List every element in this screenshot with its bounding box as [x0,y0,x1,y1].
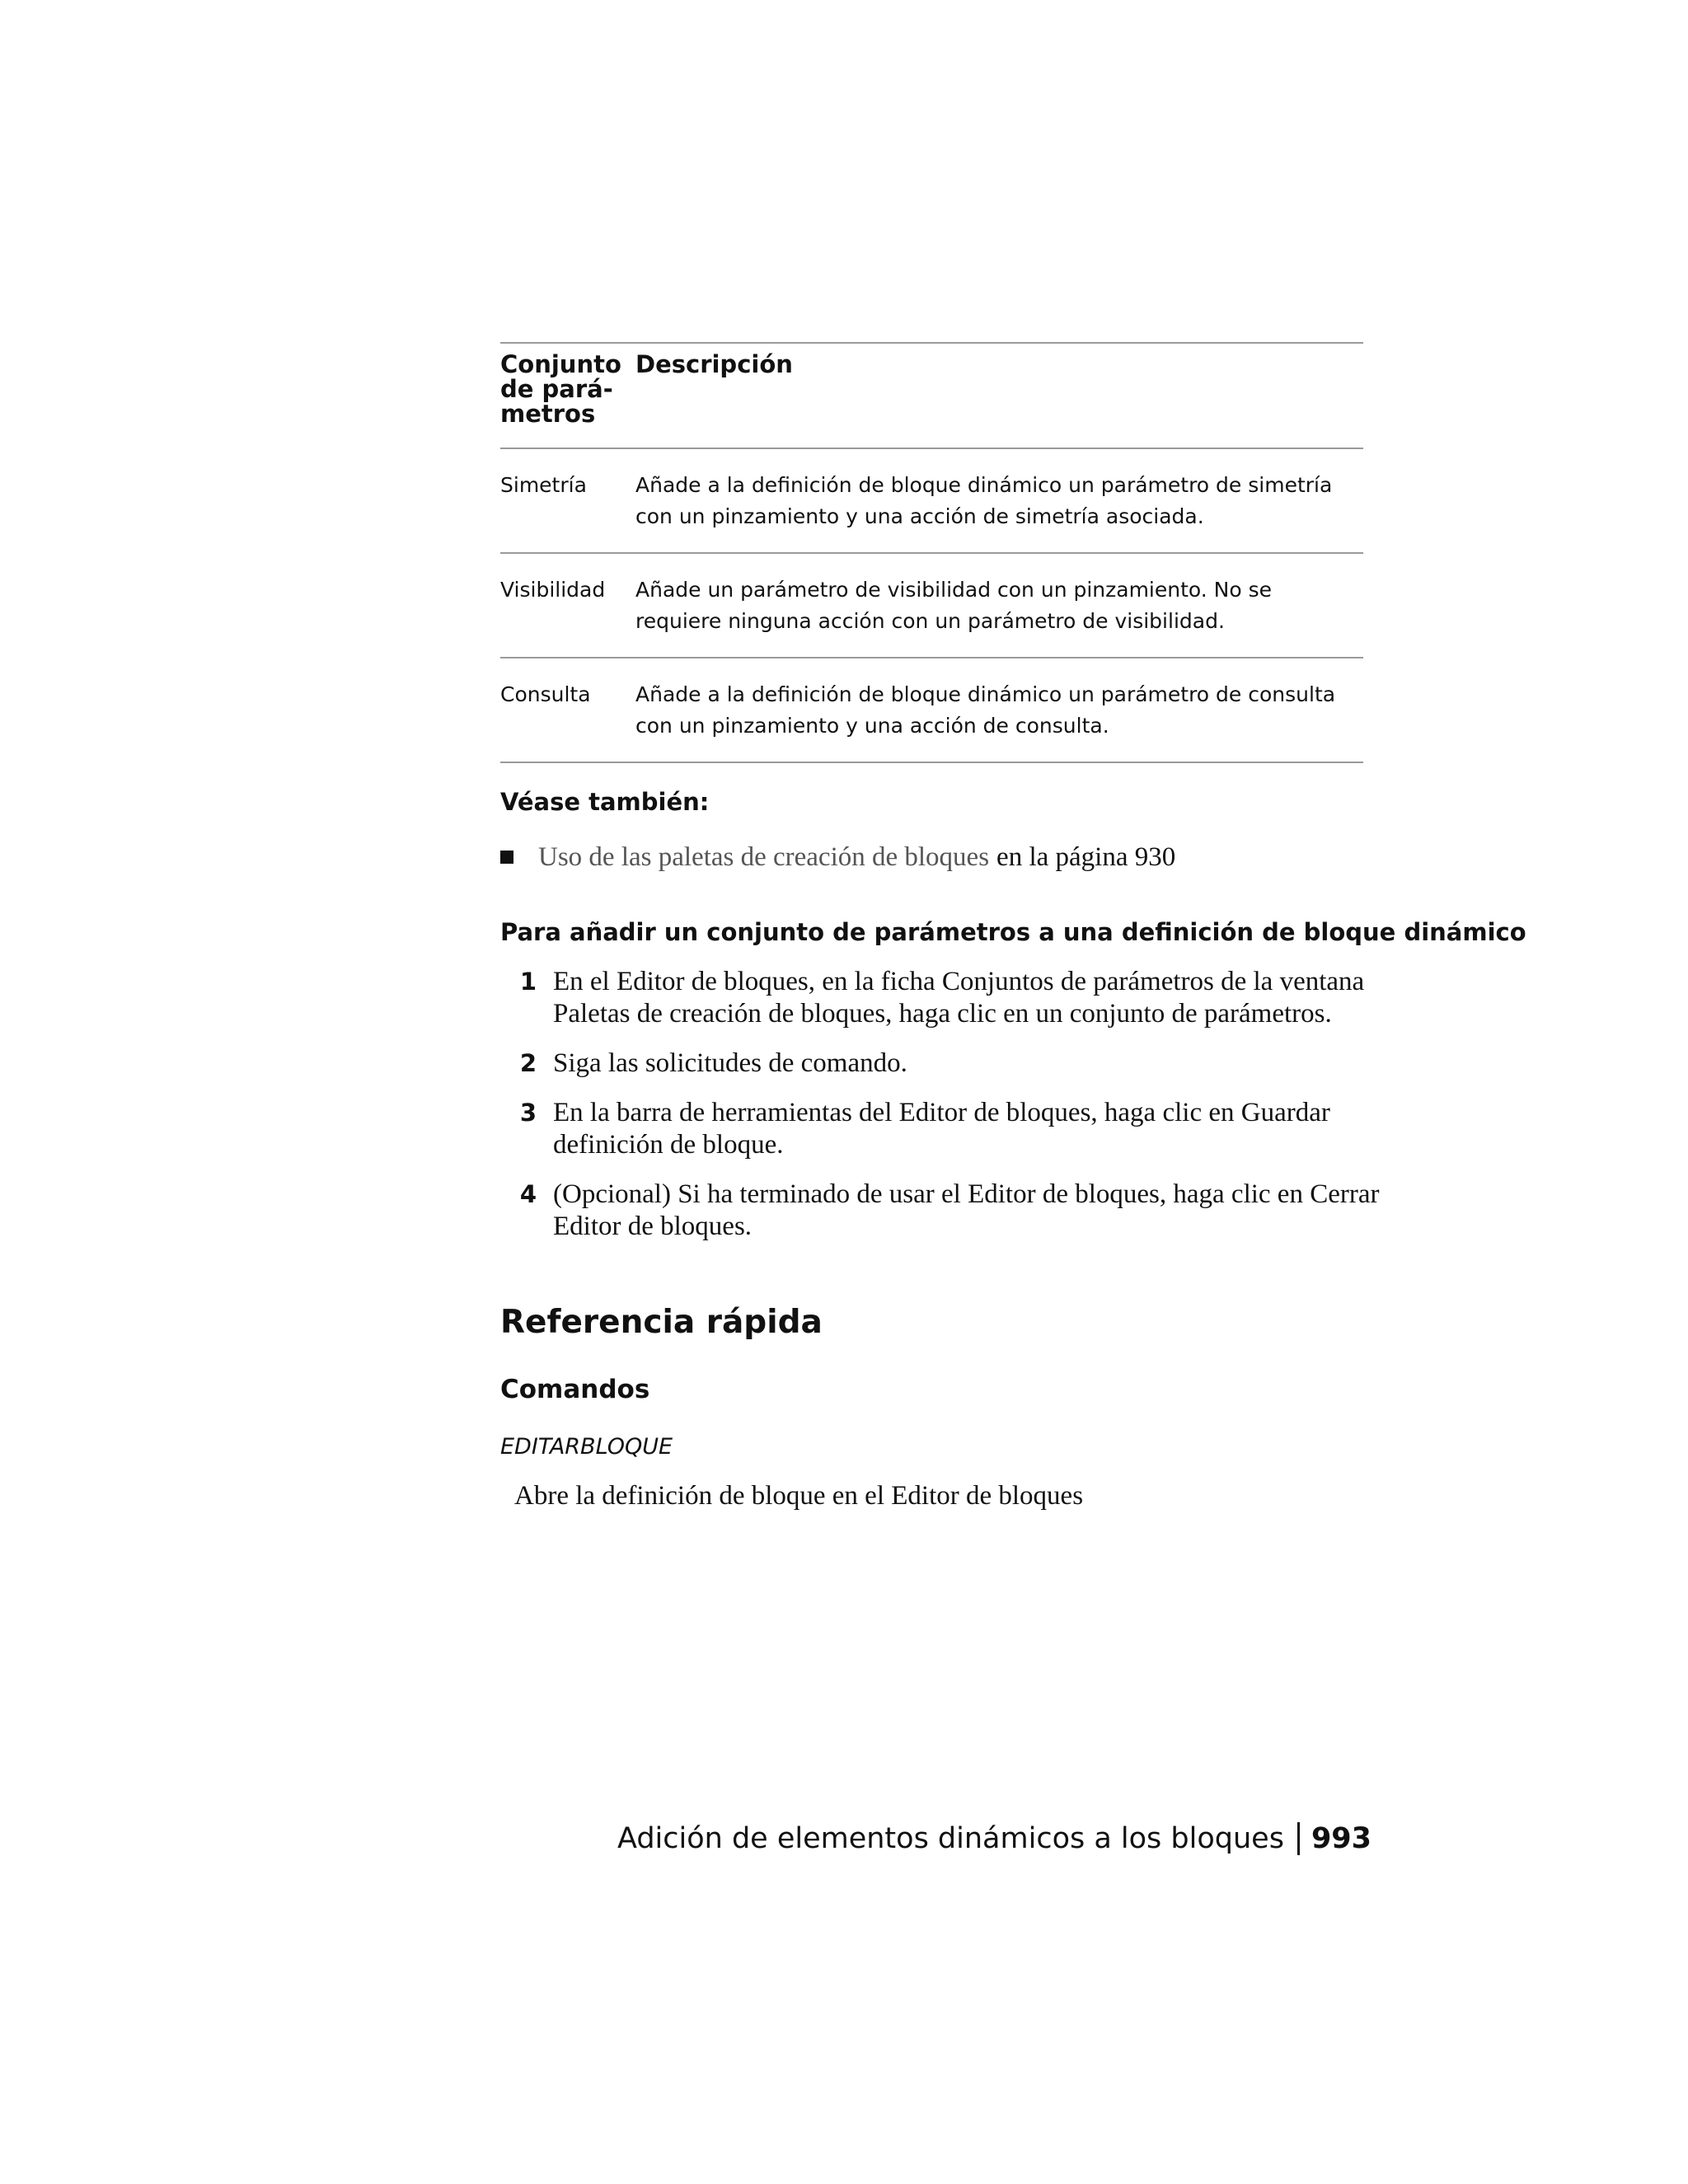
footer-separator [1297,1822,1300,1855]
step-text: Siga las solicitudes de comando. [553,1048,907,1078]
list-item [500,1179,1382,1243]
parameter-sets-table [500,342,1363,763]
row-description: Añade un parámetro de visibilidad con un pinzamiento. No se requiere ninguna acción con un parámetro de visibilidad. [635,578,1273,633]
table-row [500,554,1363,658]
step-number: 4 [519,1180,537,1208]
procedure-steps [500,966,1382,1260]
quick-reference-title: Referencia rápida [500,1304,823,1341]
step-text: En el Editor de bloques, en la ficha Conjuntos de parámetros de la ventana Paletas de creación de bloques, haga clic en un conjunto de parámetros. [553,967,1365,1029]
table-header-description: Descripción [635,350,793,378]
step-text: (Opcional) Si ha terminado de usar el Editor de bloques, haga clic en Cerrar Editor de bloques. [553,1179,1380,1241]
step-number: 1 [519,968,537,996]
page-number: 993 [1311,1822,1372,1855]
command-name: EDITARBLOQUE [500,1434,673,1460]
procedure-title: Para añadir un conjunto de parámetros a una definición de bloque dinámico [500,918,1526,946]
page-footer [617,1822,1372,1855]
header-line: metros [500,400,596,428]
step-number: 2 [519,1049,537,1077]
row-description: Añade a la definición de bloque dinámico un parámetro de simetría con un pinzamiento y una acción de simetría asociada. [635,473,1333,528]
see-also-title: Véase también: [500,788,710,816]
step-text: En la barra de herramientas del Editor de bloques, haga clic en Guardar definición de bloque. [553,1098,1330,1160]
row-name: Consulta [500,682,591,706]
header-line: de pará- [500,375,613,403]
table-header-parameter-set [500,352,635,448]
see-also-page-ref: en la página 930 [996,842,1176,872]
command-description: Abre la definición de bloque en el Editor de bloques [514,1481,1084,1511]
table-row [500,658,1363,763]
row-name: Simetría [500,473,587,497]
row-description: Añade a la definición de bloque dinámico un parámetro de consulta con un pinzamiento y una acción de consulta. [635,682,1336,738]
list-item [500,1047,1382,1080]
table-header [500,344,1363,449]
see-also-link[interactable]: Uso de las paletas de creación de bloques [538,842,990,872]
step-number: 3 [519,1099,537,1127]
see-also-item [500,841,1175,874]
square-bullet-icon [500,851,513,864]
footer-chapter-title: Adición de elementos dinámicos a los bloques [617,1822,1284,1855]
commands-title: Comandos [500,1375,650,1404]
list-item [500,966,1382,1030]
header-line: Conjunto [500,350,621,378]
row-name: Visibilidad [500,578,606,602]
list-item [500,1097,1382,1161]
table-row [500,449,1363,554]
